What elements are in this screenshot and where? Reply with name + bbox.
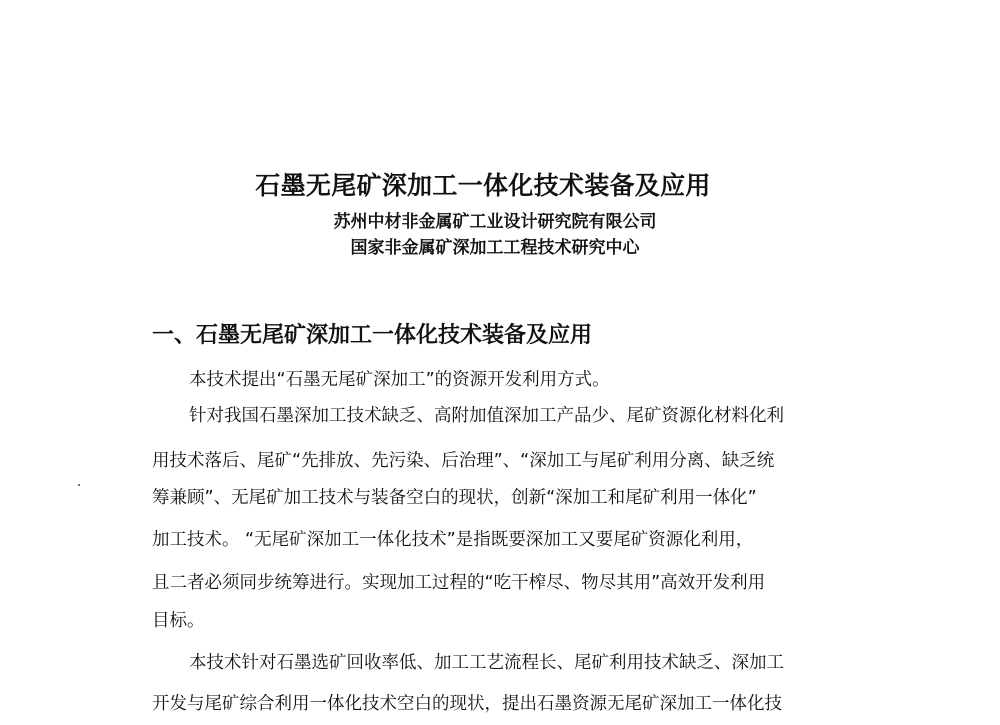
paragraph-line: 本技术针对石墨选矿回收率低、加工工艺流程长、尾矿利用技术缺乏、深加工 [189, 653, 784, 673]
section-heading: 一、石墨无尾矿深加工一体化技术装备及应用 [152, 323, 593, 348]
paragraph-line: 开发与尾矿综合利用一体化技术空白的现状，提出石墨资源无尾矿深加工一体化技 [152, 694, 782, 714]
paragraph-line: 加工技术。 “无尾矿深加工一体化技术”是指既要深加工又要尾矿资源化利用， [152, 530, 754, 550]
organization-name-1: 苏州中材非金属矿工业设计研究院有限公司 [333, 212, 657, 232]
scan-speck [78, 484, 80, 486]
organization-name-2: 国家非金属矿深加工工程技术研究中心 [350, 238, 640, 258]
document-title: 石墨无尾矿深加工一体化技术装备及应用 [255, 171, 711, 200]
paragraph-line: 用技术落后、尾矿“先排放、先污染、后治理”、“深加工与尾矿利用分离、缺乏统 [152, 451, 775, 471]
paragraph-line: 本技术提出“石墨无尾矿深加工”的资源开发利用方式。 [189, 370, 610, 390]
paragraph-line: 筹兼顾”、无尾矿加工技术与装备空白的现状，创新“深加工和尾矿利用一体化” [152, 488, 757, 508]
paragraph-line: 针对我国石墨深加工技术缺乏、高附加值深加工产品少、尾矿资源化材料化利 [189, 406, 784, 426]
paragraph-line: 目标。 [152, 611, 205, 631]
paragraph-line: 且二者必须同步统筹进行。实现加工过程的“吃干榨尽、物尽其用”高效开发利用 [152, 573, 766, 593]
